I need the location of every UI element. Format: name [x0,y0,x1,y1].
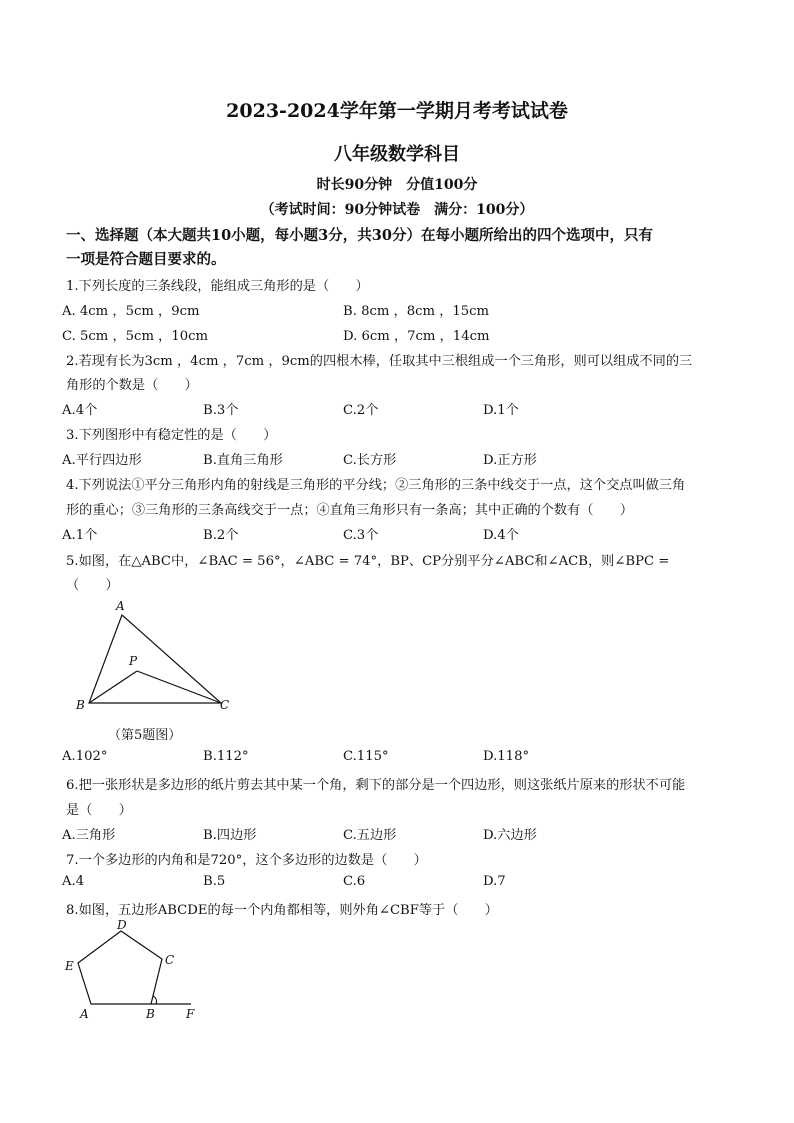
q1-option-b: B. 8cm ，8cm ，15cm [343,304,490,319]
q2-option-c: C.2个 [343,403,379,418]
vertex-label-a: A [116,599,125,613]
q5-option-c: C.115° [343,749,389,764]
vertex-label-c: C [220,698,230,712]
q3-option-b: B.直角三角形 [203,453,283,468]
q3-stem: 3.下列图形中有稳定性的是（ ） [66,428,277,443]
q6-stem-line1: 6.把一张形状是多边形的纸片剪去其中某一个角，剩下的部分是一个四边形，则这张纸片原来的形状不可能 [66,778,686,793]
vertex-label-b: B [76,698,85,712]
vertex-label-a: A [80,1007,89,1021]
q6-option-d: D.六边形 [483,828,537,843]
q5-option-a: A.102° [62,749,108,764]
exam-subtitle: 八年级数学科目 [334,144,460,165]
q8-pentagon-figure [58,918,218,1024]
exam-info-line: （考试时间：90分钟试卷 满分：100分） [260,202,534,218]
pentagon-abcde [78,931,162,1004]
q4-option-a: A.1个 [62,528,98,543]
section1-heading-line1: 一、选择题（本大题共10小题，每小题3分，共30分）在每小题所给出的四个选项中，只有 [66,227,653,244]
q7-option-c: C.6 [343,874,366,889]
vertex-label-c: C [165,953,175,967]
q7-option-a: A.4 [62,874,85,889]
segment-cp [137,671,221,703]
time-score-line: 时长90分钟 分值100分 [316,177,478,193]
q4-option-c: C.3个 [343,528,379,543]
q6-stem-line2: 是（ ） [66,803,132,818]
q3-option-a: A.平行四边形 [62,453,142,468]
q5-figure-caption: （第5题图） [108,728,182,743]
q2-stem-line1: 2.若现有长为3cm ，4cm ，7cm ，9cm的四根木棒，任取其中三根组成一个三角形，则可以组成不同的三 [66,354,693,369]
q1-option-a: A. 4cm ，5cm ，9cm [62,304,200,319]
q5-triangle-figure [70,595,240,720]
q2-option-d: D.1个 [483,403,519,418]
q3-option-d: D.正方形 [483,453,537,468]
q5-option-d: D.118° [483,749,530,764]
q1-option-c: C. 5cm ，5cm ，10cm [62,329,208,344]
segment-bp [89,671,137,703]
q1-option-d: D. 6cm ，7cm ，14cm [343,329,490,344]
q5-stem-line2: （ ） [66,578,119,593]
q2-option-a: A.4个 [62,403,98,418]
q4-option-b: B.2个 [203,528,239,543]
section1-heading-line2: 一项是符合题目要求的。 [66,251,226,268]
q6-option-c: C.五边形 [343,828,397,843]
vertex-label-d: D [117,918,127,932]
q2-option-b: B.3个 [203,403,239,418]
q1-stem: 1.下列长度的三条线段，能组成三角形的是（ ） [66,279,369,294]
q7-option-b: B.5 [203,874,226,889]
vertex-label-p: P [129,654,138,668]
vertex-label-e: E [65,959,74,973]
q4-option-d: D.4个 [483,528,519,543]
q5-stem-line1: 5.如图，在△ABC中，∠BAC = 56°，∠ABC = 74°，BP、CP分别平分∠ABC和∠ACB，则∠BPC = [66,554,670,569]
angle-cbf-arc [153,996,157,1004]
q7-option-d: D.7 [483,874,506,889]
q4-stem-line2: 形的重心；③三角形的三条高线交于一点；④直角三角形只有一条高；其中正确的个数有（ ） [66,503,634,518]
q6-option-a: A.三角形 [62,828,116,843]
q5-option-b: B.112° [203,749,249,764]
q3-option-c: C.长方形 [343,453,397,468]
vertex-label-b: B [146,1007,155,1021]
vertex-label-f: F [186,1007,195,1021]
q7-stem: 7.一个多边形的内角和是720°，这个多边形的边数是（ ） [66,853,427,868]
q4-stem-line1: 4.下列说法①平分三角形内角的射线是三角形的平分线；②三角形的三条中线交于一点，这个交点叫做三角 [66,478,686,493]
q8-stem: 8.如图，五边形ABCDE的每一个内角都相等，则外角∠CBF等于（ ） [66,903,498,918]
q2-stem-line2: 角形的个数是（ ） [66,378,198,393]
q6-option-b: B.四边形 [203,828,257,843]
exam-title: 2023-2024学年第一学期月考考试试卷 [226,100,568,122]
